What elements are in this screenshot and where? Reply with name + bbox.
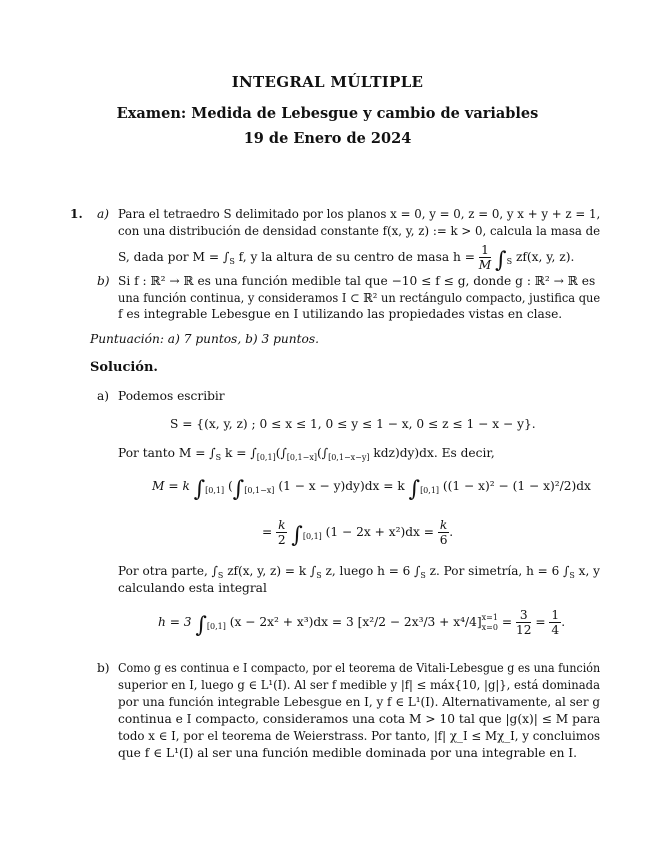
solution-b-line-2: superior en I, luego g ∈ L¹(I). Al ser f medible y |f| ≤ máx{10, |g|}, está dominada xyxy=(118,678,601,692)
equation-mass-2: = $\frac{k}{2}$ $\int_{[0,1]}$ (1 − 2x + x²)dx = $\frac{k}{6}$ . xyxy=(262,518,454,548)
fraction-1-over-m: $\frac{1}{M}$ xyxy=(478,243,492,272)
equation-height: h = 3 $\int_{[0,1]}$ (x − 2x² + x³)dx = 3 [x²/2 − 2x³/3 + x⁴/4] x=1 x=0 = $\frac{3}{12}$ = $\frac{1}{4}$ . xyxy=(158,608,566,638)
part-b-line-1: Si f : ℝ² → ℝ es una función medible tal que −10 ≤ f ≤ g, donde g : ℝ² → ℝ es xyxy=(118,274,596,288)
part-b-line-2: una función continua, y consideramos I ⊂ ℝ² un rectángulo compacto, justifica que xyxy=(118,291,601,305)
solution-b-line-3: por una función integrable Lebesgue en I, y f ∈ L¹(I). Alternativamente, al ser g xyxy=(118,695,600,709)
part-a-line-3-mid: f, y la altura de su centro de masa h = xyxy=(238,250,475,264)
solution-b-line-6: que f ∈ L¹(I) al ser una función medible dominada por una integrable en I. xyxy=(118,746,577,760)
solution-a-intro: Podemos escribir xyxy=(118,389,225,403)
page-title: INTEGRAL MÚLTIPLE xyxy=(231,73,424,91)
exam-date: 19 de Enero de 2024 xyxy=(243,130,412,147)
part-a-line-1: Para el tetraedro S delimitado por los planos x = 0, y = 0, z = 0, y x + y + z = 1, xyxy=(118,207,601,221)
sub-s: S xyxy=(229,257,235,266)
sub-s-2: S xyxy=(506,257,513,266)
integral-sign: ∫ xyxy=(495,248,507,273)
solution-heading: Solución. xyxy=(90,360,158,375)
solution-b-line-5: todo x ∈ I, por el teorema de Weierstrass. Por tanto, |f| χ_I ≤ Mχ_I, y concluimos xyxy=(118,729,601,743)
part-b-line-3: f es integrable Lebesgue en I utilizando las propiedades vistas en clase. xyxy=(118,307,563,321)
part-a-line-3-post: zf(x, y, z). xyxy=(515,250,575,264)
solution-a-label: a) xyxy=(97,389,110,403)
solution-b-label: b) xyxy=(97,661,110,675)
part-a-line-3 xyxy=(118,243,574,272)
part-a-line-2: con una distribución de densidad constante f(x, y, z) := k > 0, calcula la masa de xyxy=(118,224,601,238)
equation-s-set: S = {(x, y, z) ; 0 ≤ x ≤ 1, 0 ≤ y ≤ 1 − x, 0 ≤ z ≤ 1 − x − y}. xyxy=(170,417,536,431)
exam-subtitle: Examen: Medida de Lebesgue y cambio de variables xyxy=(116,105,539,122)
solution-b-line-1: Como g es continua e I compacto, por el teorema de Vitali-Lebesgue g es una función xyxy=(118,661,601,675)
problem-number: 1. xyxy=(70,207,83,221)
solution-a-other-line-2: calculando esta integral xyxy=(118,581,267,595)
part-a-label: a) xyxy=(97,207,110,221)
solution-a-mass-line: Por tanto $M = \int_S$ $k = \int_{[0,1]}(\int_{[0,1-x]}(\int_{[0,1-x-y]}$ kdz)dy)dx. Es decir, xyxy=(118,446,495,462)
score-line: Puntuación: a) 7 puntos, b) 3 puntos. xyxy=(90,332,319,346)
equation-mass-1: M = k $\int_{[0,1]}$ ($\int_{[0,1-x]}$ (1 − x − y)dy)dx = k $\int_{[0,1]}$ ((1 − x)² − (1 − x)²/2)dx xyxy=(152,477,591,502)
part-b-label: b) xyxy=(97,274,110,288)
solution-b-line-4: continua e I compacto, consideramos una cota M > 10 tal que |g(x)| ≤ M para xyxy=(118,712,601,726)
solution-a-other-line-1: Por otra parte, $\int_S$ zf(x, y, z) = k $\int_S$ z, luego h = 6 $\int_S$ z. Por simetría, h = 6 $\int_S$ x, y xyxy=(118,564,600,580)
part-a-line-3-pre: S, dada por M = ∫ xyxy=(118,250,230,264)
